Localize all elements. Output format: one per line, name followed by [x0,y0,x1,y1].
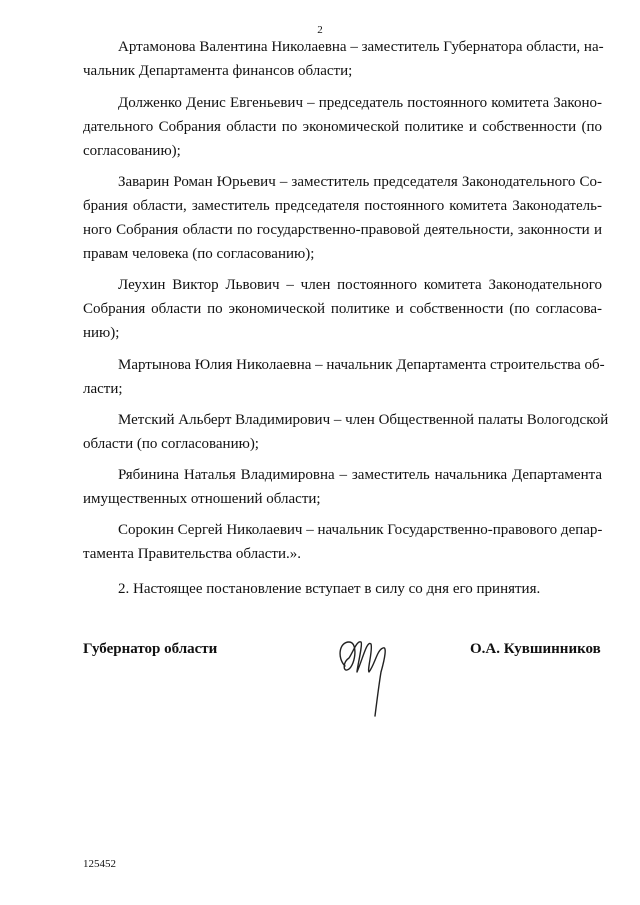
list-item-line: правам человека (по согласованию); [83,246,315,262]
list-item-line: тамента Правительства области.». [83,546,302,562]
list-item-line: Рябинина Наталья Владимировна – заместитель начальника Департамента [118,467,602,483]
list-item-line: Долженко Денис Евгеньевич – председатель постоянного комитета Законо- [118,95,602,111]
clause-2: 2. Настоящее постановление вступает в силу со дня его принятия. [118,581,541,597]
list-item-line: области (по согласованию); [83,436,259,452]
list-item-line: чальник Департамента финансов области; [83,63,353,79]
page-number: 2 [317,24,323,36]
list-item-line: брания области, заместитель председателя постоянного комитета Законодатель- [83,198,602,214]
list-item-line: Артамонова Валентина Николаевна – заместитель Губернатора области, на- [118,39,604,55]
list-item-line: Заварин Роман Юрьевич – заместитель председателя Законодательного Со- [118,174,602,190]
list-item-line: ного Собрания области по государственно-правовой деятельности, законности и [83,222,602,238]
signatory-title: Губернатор области [83,641,218,657]
document-code: 125452 [83,858,116,870]
list-item-line: Мартынова Юлия Николаевна – начальник Департамента строительства об- [118,357,605,373]
list-item-line: нию); [83,325,120,341]
list-item-line: ласти; [83,381,123,397]
list-item-line: дательного Собрания области по экономической политике и собственности (по [83,119,602,135]
list-item-line: Сорокин Сергей Николаевич – начальник Государственно-правового депар- [118,522,603,538]
handwritten-signature [333,628,393,725]
list-item-line: согласованию); [83,143,181,159]
list-item-line: Метский Альберт Владимирович – член Общественной палаты Вологодской [118,412,609,428]
signatory-name: О.А. Кувшинников [470,641,601,657]
list-item-line: Собрания области по экономической политике и собственности (по согласова- [83,301,602,317]
list-item-line: имущественных отношений области; [83,491,321,507]
list-item-line: Леухин Виктор Львович – член постоянного комитета Законодательного [118,277,602,293]
